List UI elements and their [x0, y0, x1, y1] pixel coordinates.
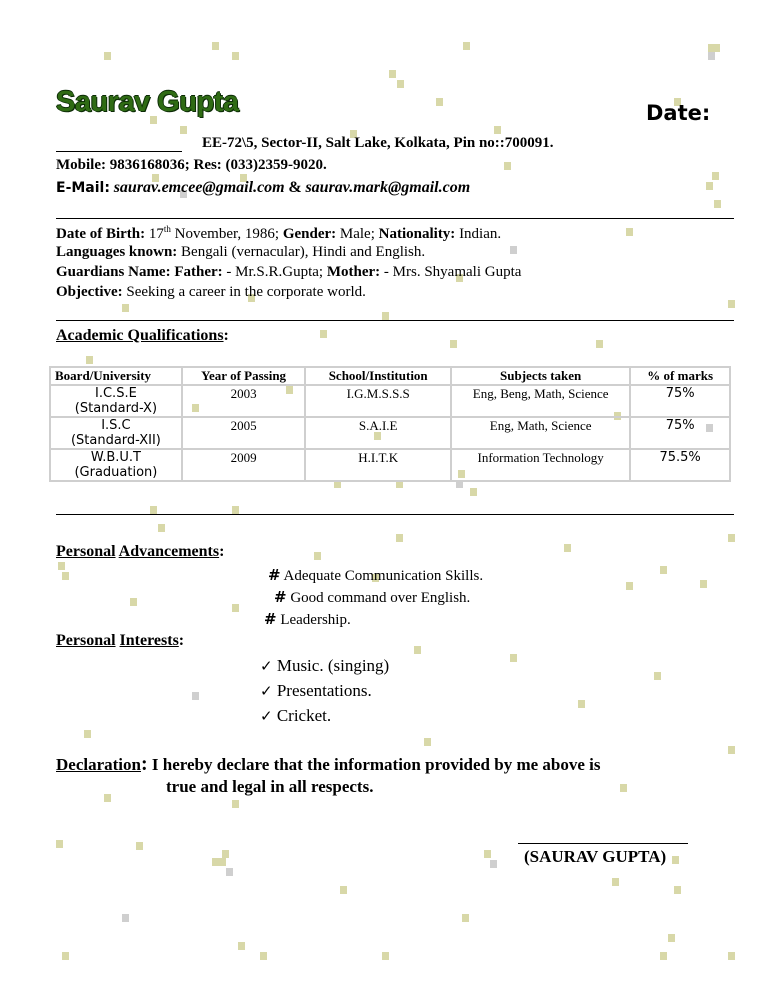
list-item-text: Adequate Communication Skills.	[283, 568, 484, 584]
objective-line	[56, 284, 366, 301]
advancements-heading-colon: :	[219, 543, 225, 560]
declaration-text: I hereby declare that the information provided by me above is	[151, 755, 601, 774]
academic-heading-text: Academic Qualifications	[56, 327, 224, 344]
board-level: (Standard-X)	[74, 401, 158, 416]
address: EE-72\5, Sector-II, Salt Lake, Kolkata, Pin no::700091.	[202, 135, 554, 151]
guardians-label: Guardians Name: Father:	[56, 264, 223, 280]
guardians-line	[56, 264, 521, 281]
check-icon: ✓	[260, 707, 273, 725]
hash-bullet-icon: #	[274, 588, 287, 606]
divider	[56, 320, 734, 321]
subjects-cell: Eng, Math, Science	[451, 417, 630, 449]
declaration-label: Declaration	[56, 755, 141, 774]
candidate-name: Saurav Gupta	[56, 86, 239, 118]
interests-heading-word: Personal	[56, 632, 116, 649]
school-cell: I.G.M.S.S.S	[305, 385, 451, 417]
marks-cell: 75%	[630, 385, 730, 417]
list-item	[274, 588, 470, 607]
column-header: % of marks	[630, 367, 730, 385]
list-item	[268, 566, 483, 585]
marks-cell: 75%	[630, 417, 730, 449]
gender-value: Male;	[339, 226, 375, 242]
mother-label: Mother:	[326, 264, 381, 280]
languages-line	[56, 244, 425, 261]
email-primary-link[interactable]: saurav.emcee@gmail.com	[113, 179, 285, 196]
list-item-text: Good command over English.	[290, 590, 471, 606]
table-row	[50, 385, 730, 417]
table-row	[50, 417, 730, 449]
declaration-line-2: true and legal in all respects.	[166, 777, 374, 796]
column-header: Year of Passing	[182, 367, 306, 385]
board-level: (Graduation)	[74, 465, 158, 480]
board-cell	[50, 449, 182, 481]
advancements-heading-word: Advancements	[118, 543, 220, 560]
name-underline	[56, 151, 182, 152]
interests-heading-colon: :	[178, 632, 185, 649]
year-cell: 2005	[182, 417, 306, 449]
advancements-heading	[56, 543, 224, 561]
hash-bullet-icon: #	[264, 610, 277, 628]
list-item-text: Presentations.	[276, 681, 372, 700]
advancements-heading-word: Personal	[56, 543, 116, 560]
signature-name: (SAURAV GUPTA)	[524, 847, 667, 866]
signature-line	[518, 843, 688, 844]
list-item-text: Leadership.	[280, 612, 351, 628]
list-item	[260, 656, 389, 676]
birth-gender-line	[56, 224, 501, 243]
board-level: (Standard-XII)	[70, 433, 161, 448]
board-cell	[50, 385, 182, 417]
languages-value: Bengali (vernacular), Hindi and English.	[181, 244, 426, 260]
school-cell: S.A.I.E	[305, 417, 451, 449]
list-item	[264, 610, 351, 629]
board-cell	[50, 417, 182, 449]
nationality-label: Nationality:	[378, 226, 456, 242]
phone-numbers: Mobile: 9836168036; Res: (033)2359-9020.	[56, 157, 327, 173]
mother-name: - Mrs. Shyamali Gupta	[383, 264, 522, 280]
email-label: E-Mail:	[56, 180, 110, 196]
year-cell: 2009	[182, 449, 306, 481]
academic-heading	[56, 327, 229, 345]
marks-cell: 75.5%	[630, 449, 730, 481]
interests-heading-word: Interests	[119, 632, 179, 649]
nationality-value: Indian.	[459, 226, 502, 242]
email-secondary-link[interactable]: saurav.mark@gmail.com	[305, 179, 471, 196]
languages-label: Languages known:	[56, 244, 178, 260]
subjects-cell: Information Technology	[451, 449, 630, 481]
academic-heading-colon: :	[223, 327, 229, 344]
list-item	[260, 706, 331, 726]
hash-bullet-icon: #	[268, 566, 281, 584]
dob-suffix: th	[163, 224, 171, 234]
check-icon: ✓	[260, 657, 273, 675]
divider	[56, 218, 734, 219]
board-name: I.C.S.E	[95, 386, 137, 401]
column-header: Board/University	[50, 367, 182, 385]
email-separator: &	[288, 179, 302, 196]
school-cell: H.I.T.K	[305, 449, 451, 481]
email-line	[56, 179, 470, 197]
divider	[56, 514, 734, 515]
board-name: I.S.C	[101, 418, 131, 433]
list-item-text: Music. (singing)	[276, 656, 390, 675]
table-header-row	[50, 367, 730, 385]
declaration-colon: :	[140, 753, 148, 775]
year-cell: 2003	[182, 385, 306, 417]
interests-heading	[56, 632, 184, 650]
date-label: Date:	[646, 101, 711, 125]
declaration-line-1	[56, 753, 601, 776]
board-name: W.B.U.T	[90, 450, 141, 465]
objective-value: Seeking a career in the corporate world.	[126, 284, 366, 300]
objective-label: Objective:	[56, 284, 123, 300]
dob-day: 17	[148, 226, 164, 242]
column-header: School/Institution	[305, 367, 451, 385]
academic-table	[49, 366, 731, 482]
list-item	[260, 681, 372, 701]
column-header: Subjects taken	[451, 367, 630, 385]
table-row	[50, 449, 730, 481]
check-icon: ✓	[260, 682, 273, 700]
gender-label: Gender:	[282, 226, 337, 242]
dob-rest: November, 1986;	[174, 226, 280, 242]
dob-label: Date of Birth:	[56, 226, 146, 242]
father-name: - Mr.S.R.Gupta;	[226, 264, 324, 280]
subjects-cell: Eng, Beng, Math, Science	[451, 385, 630, 417]
list-item-text: Cricket.	[276, 706, 332, 725]
